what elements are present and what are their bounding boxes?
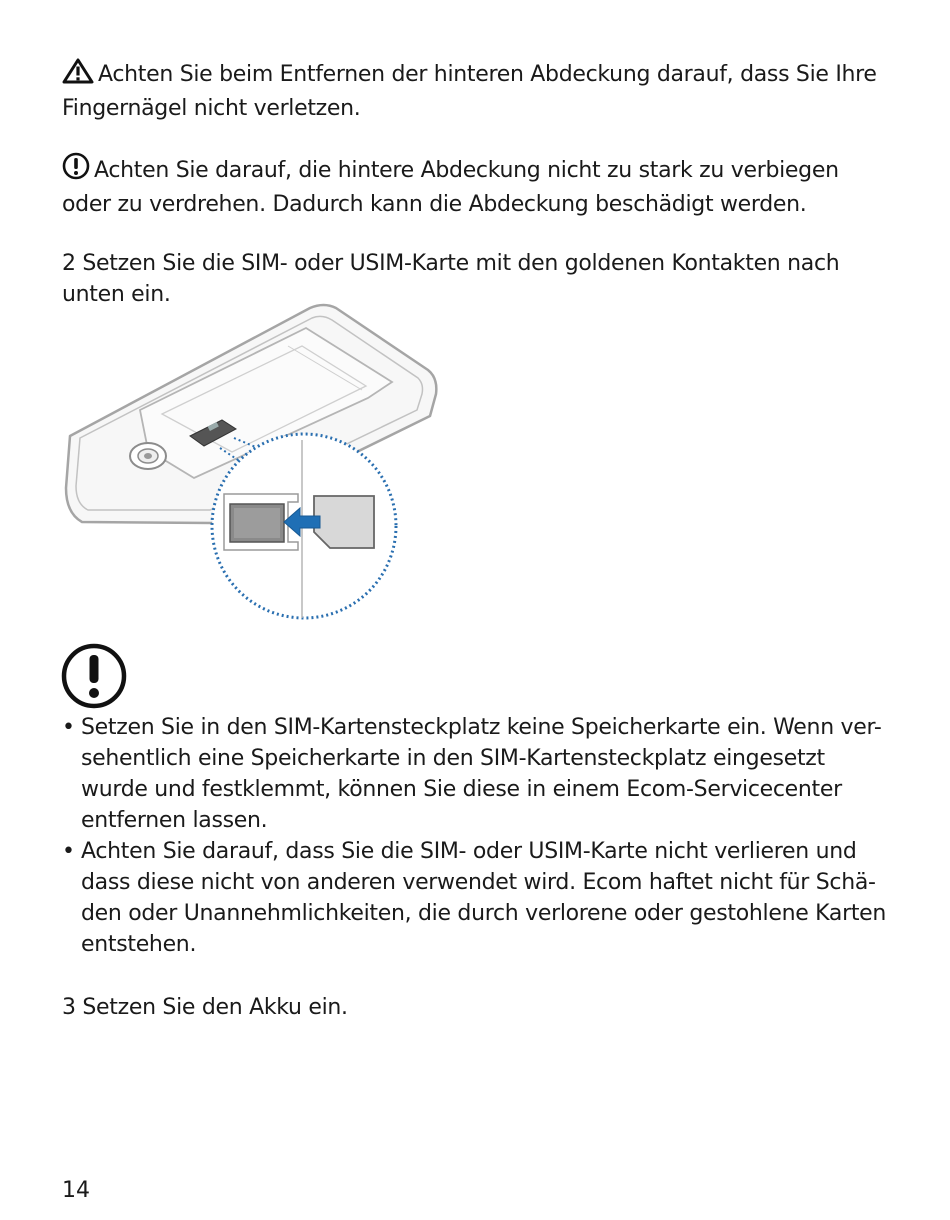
warning-note-text: Achten Sie beim Entfernen der hinteren Abdeckung darauf, dass Sie Ihre Fingernägel nicht verletzen. <box>62 62 877 121</box>
bullet-icon: • <box>62 715 75 740</box>
caution-note <box>62 152 892 220</box>
list-item <box>62 836 892 960</box>
list-item-text: Setzen Sie in den SIM-Kartensteckplatz keine Speicherkarte ein. Wenn ver-sehentlich eine Speicherkarte in den SIM-Kartensteckplatz eingesetzt wurde und festklemmt, können Sie diese in einem Ecom-Servicecenter entfernen lassen. <box>81 715 882 833</box>
warning-note <box>62 58 892 124</box>
warning-triangle-icon <box>62 58 94 93</box>
exclamation-circle-icon <box>60 642 128 710</box>
sim-card-insertion-illustration <box>62 298 462 628</box>
step-3-instruction: 3 Setzen Sie den Akku ein. <box>62 995 348 1020</box>
list-item <box>62 712 892 836</box>
caution-note-text: Achten Sie darauf, die hintere Abdeckung nicht zu stark zu verbiegen oder zu verdrehen. Dadurch kann die Abdeckung beschädigt werden. <box>62 158 839 217</box>
list-item-text: Achten Sie darauf, dass Sie die SIM- oder USIM-Karte nicht verlieren und dass diese nicht von anderen verwendet wird. Ecom haftet nicht für Schä-den oder Unannehmlichkeiten, die durch verlorene oder gestohlene Karten entstehen. <box>81 839 887 957</box>
notice-bullet-list <box>62 712 892 960</box>
bullet-icon: • <box>62 839 75 864</box>
step-2-instruction: 2 Setzen Sie die SIM- oder USIM-Karte mit den goldenen Kontakten nach unten ein. <box>62 251 840 307</box>
page-number: 14 <box>62 1178 90 1203</box>
exclamation-circle-icon <box>62 152 90 189</box>
